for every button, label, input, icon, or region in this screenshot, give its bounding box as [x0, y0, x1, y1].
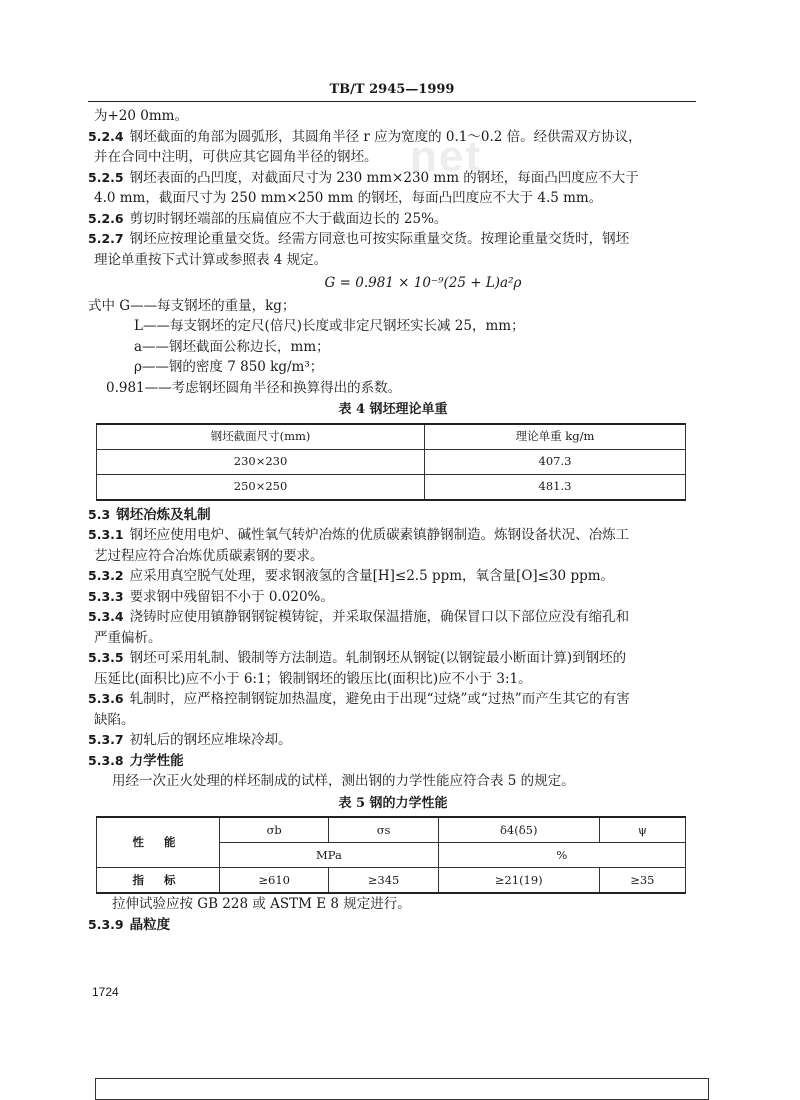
formula-definition: 式中 G——每支钢坯的重量，kg； [88, 297, 296, 314]
table-unit-cell: MPa [220, 843, 439, 868]
table-cell: ≥345 [329, 868, 438, 894]
text-line: 并在合同中注明，可供应其它圆角半径的钢坯。 [94, 149, 378, 165]
table-header-cell: ψ [599, 817, 685, 843]
table-header-cell: 理论单重 kg/m [425, 424, 686, 450]
text-line: 5.3.4 浇铸时应使用镇静钢钢锭模铸锭，并采取保温措施，确保冒口以下部位应没有缩孔和 [88, 609, 630, 625]
text-line: 严重偏析。 [94, 629, 162, 646]
text-line: 为+20 0mm。 [94, 108, 188, 124]
section-heading: 5.3.9 晶粒度 [88, 916, 171, 933]
table5-title: 表 5 钢的力学性能 [338, 795, 448, 811]
formula-definition: a——钢坯截面公称边长，mm； [134, 338, 330, 355]
table-header-cell: σb [220, 817, 329, 843]
table-row [97, 449, 686, 474]
text-line: 5.3.6 轧制时，应严格控制钢锭加热温度，避免由于出现“过烧”或“过热”而产生其它的有害 [88, 691, 630, 707]
table-cell: ≥21(19) [438, 868, 599, 894]
text-line: 缺陷。 [94, 711, 135, 728]
text-line: 压延比(面积比)应不小于 6:1；锻制钢坯的锻压比(面积比)应不小于 3:1。 [94, 670, 532, 687]
table-row [97, 817, 686, 843]
text-line: 5.2.7 钢坯应按理论重量交货。经需方同意也可按实际重量交货。按理论重量交货时，钢坯 [88, 231, 630, 247]
table-row [97, 474, 686, 500]
table-row-label: 指 标 [97, 868, 220, 894]
table-header-cell: σs [329, 817, 438, 843]
table-cell: 407.3 [425, 449, 686, 474]
text-line: 拉伸试验应按 GB 228 或 ASTM E 8 规定进行。 [112, 896, 411, 912]
table4-title: 表 4 钢坯理论单重 [338, 402, 448, 417]
page-number: 1724 [92, 985, 119, 999]
text-line: 理论单重按下式计算或参照表 4 规定。 [94, 251, 328, 268]
text-line: 5.2.5 钢坯表面的凸凹度，对截面尺寸为 230 mm×230 mm 的钢坯，每面凸凹度应不大于 [88, 169, 639, 186]
watermark: net [410, 132, 482, 181]
table-cell: 250×250 [97, 474, 425, 500]
text-line: 用经一次正火处理的样坯制成的试样，测出钢的力学性能应符合表 5 的规定。 [112, 773, 575, 789]
table4 [96, 423, 686, 501]
table-row [97, 868, 686, 894]
page-header: TB/T 2945—1999 [88, 82, 696, 102]
table-cell: ≥35 [599, 868, 685, 894]
text-line: 4.0 mm，截面尺寸为 250 mm×250 mm 的钢坯，每面凸凹度应不大于 4.5 mm。 [94, 190, 603, 206]
text-line: 5.3.3 要求钢中残留铝不小于 0.020%。 [88, 588, 334, 605]
document-body [88, 106, 698, 935]
table-unit-cell: % [438, 843, 685, 868]
formula-definition: L——每支钢坯的定尺(倍尺)长度或非定尺钢坯实长减 25，mm； [134, 318, 525, 334]
text-line: 5.3.5 钢坯可采用轧制、锻制等方法制造。轧制钢坯从钢锭(以钢锭最小断面计算)到钢坯的 [88, 650, 627, 666]
table-row-label: 性 能 [97, 817, 220, 868]
text-line: 5.3.1 钢坯应使用电炉、碱性氧气转炉冶炼的优质碳素镇静钢制造。炼钢设备状况、冶炼工 [88, 527, 630, 543]
text-line: 5.2.4 钢坯截面的角部为圆弧形，其圆角半径 r 应为宽度的 0.1～0.2 倍。经供需双方协议， [88, 128, 642, 145]
table-header-cell: δ4(δ5) [438, 817, 599, 843]
text-line: 艺过程应符合冶炼优质碳素钢的要求。 [94, 547, 324, 564]
formula-definition: 0.981——考虑钢坯圆角半径和换算得出的系数。 [106, 379, 402, 396]
text-line: 5.2.6 剪切时钢坯端部的压扁值应不大于截面边长的 25%。 [88, 210, 448, 227]
table-cell: 481.3 [425, 474, 686, 500]
table-header-cell: 钢坯截面尺寸(mm) [97, 424, 425, 450]
table-header-row [97, 424, 686, 450]
table-cell: ≥610 [220, 868, 329, 894]
footer-box [95, 1078, 709, 1100]
weight-formula: G = 0.981 × 10⁻⁹(25 + L)a²ρ [324, 275, 522, 291]
text-line: 5.3.7 初轧后的钢坯应堆垛冷却。 [88, 732, 292, 748]
text-line: 5.3.2 应采用真空脱气处理，要求钢液氢的含量[H]≤2.5 ppm，氧含量[O]≤30 ppm。 [88, 568, 615, 584]
text-line: 5.3.8 力学性能 [88, 752, 184, 769]
table-cell: 230×230 [97, 449, 425, 474]
table5 [96, 816, 686, 894]
section-heading: 5.3 钢坯冶炼及轧制 [88, 506, 211, 523]
formula-definition: ρ——钢的密度 7 850 kg/m³； [134, 359, 324, 375]
